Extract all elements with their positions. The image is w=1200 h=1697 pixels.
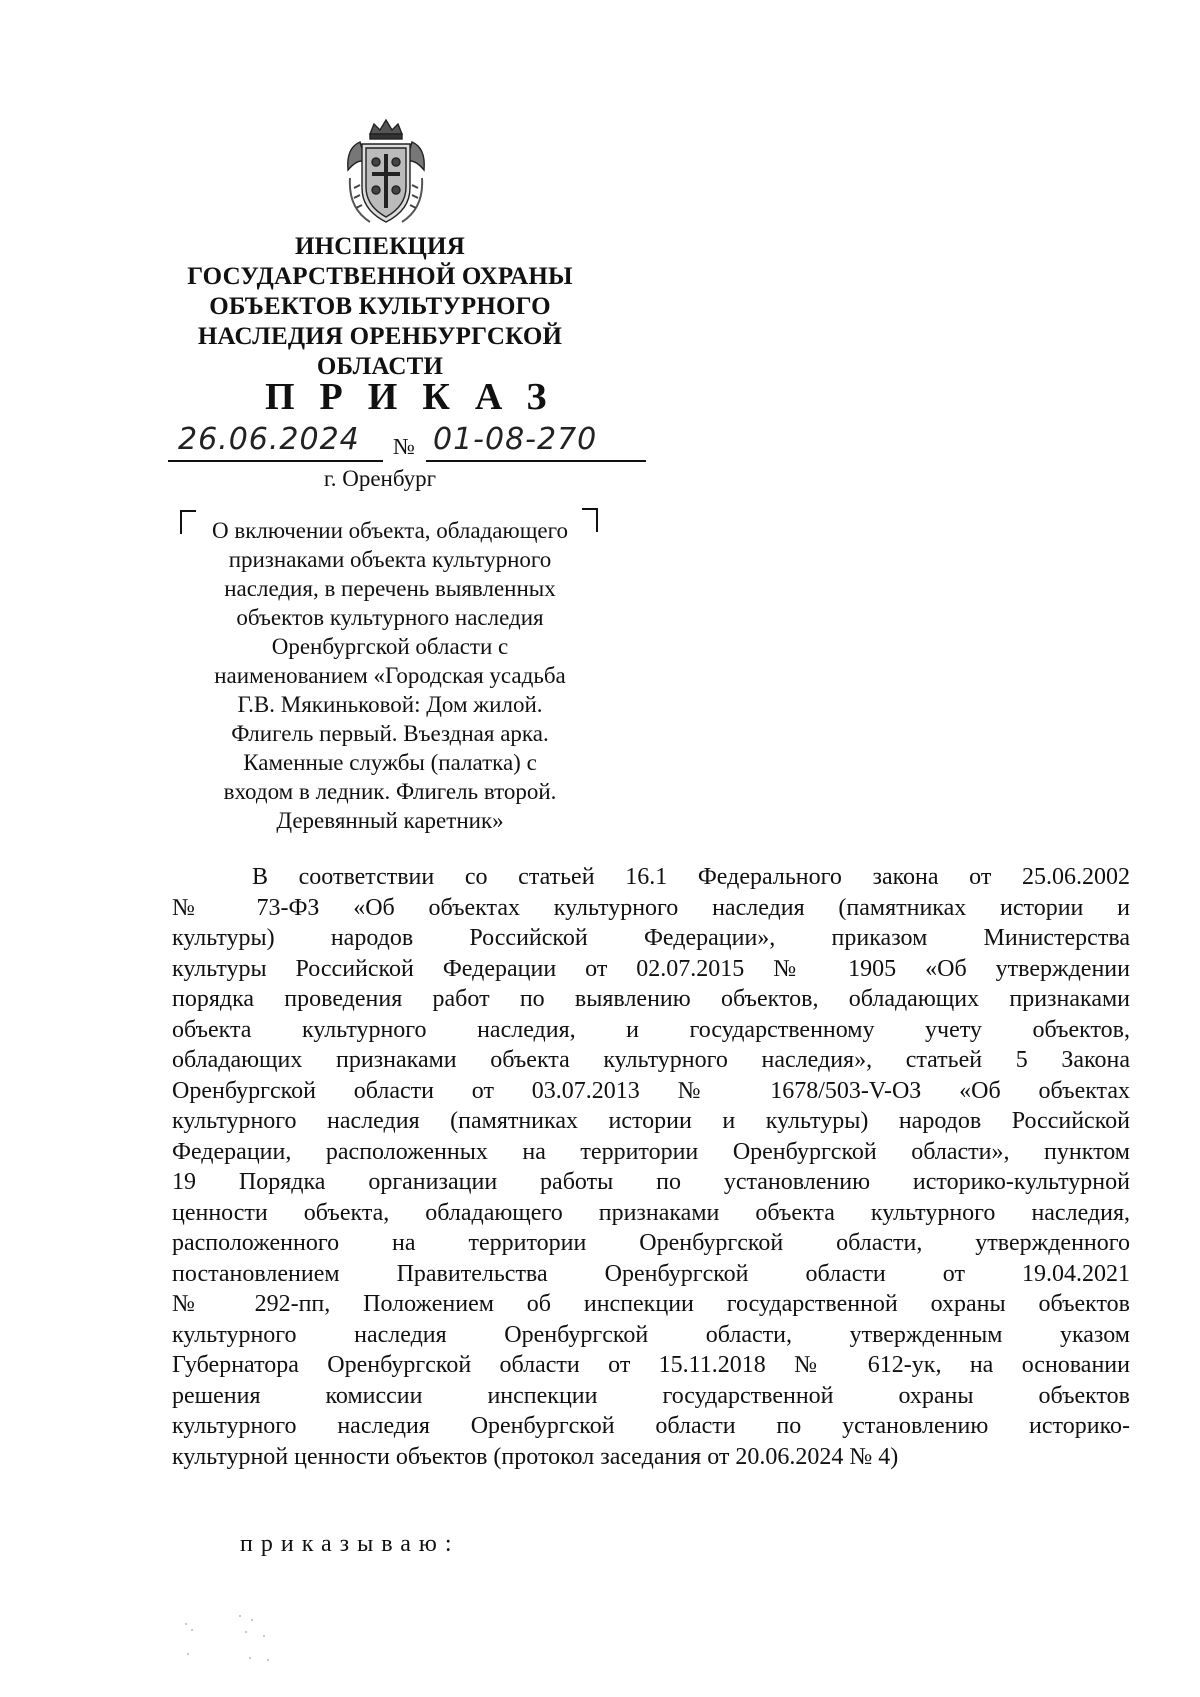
body-line: постановлением Правительства Оренбургской области от 19.04.2021 <box>172 1260 1130 1287</box>
title-line: наследия, в перечень выявленных <box>224 576 556 601</box>
body-line: культуры) народов Российской Федерации», приказом Министерства <box>172 925 1130 951</box>
body-paragraph <box>172 862 1130 1472</box>
order-word: приказываю: <box>240 1531 460 1557</box>
body-line: порядка проведения работ по выявлению объектов, обладающих признаками <box>172 986 1130 1012</box>
body-line: № 292-пп, Положением об инспекции государственной охраны объектов <box>172 1291 1130 1317</box>
body-line: Оренбургской области от 03.07.2013 № 1678/503-V-ОЗ «Об объектах <box>172 1077 1130 1104</box>
date-underline <box>168 460 383 462</box>
organization-name <box>160 232 600 382</box>
title-line: объектов культурного наследия <box>236 605 544 630</box>
organization-line: ОБЪЕКТОВ КУЛЬТУРНОГО <box>209 293 551 320</box>
title-line: Каменные службы (палатка) с <box>243 750 537 775</box>
body-line: ценности объекта, обладающего признаками объекта культурного наследия, <box>172 1199 1130 1226</box>
body-line: культурного наследия Оренбургской области по установлению историко- <box>172 1413 1130 1439</box>
body-line: Федерации, расположенных на территории Оренбургской области», пунктом <box>172 1138 1130 1165</box>
handwritten-number: 01-08-270 <box>433 422 598 457</box>
organization-line: ОБЛАСТИ <box>316 353 444 380</box>
body-line: культурного наследия (памятниках истории и культуры) народов Российской <box>172 1108 1130 1134</box>
body-line: культуры Российской Федерации от 02.07.2015 № 1905 «Об утверждении <box>172 955 1130 982</box>
number-sign: № <box>393 434 415 459</box>
number-underline <box>426 460 646 462</box>
title-line: Оренбургской области с <box>271 634 509 659</box>
title-line: наименованием «Городская усадьба <box>214 663 566 688</box>
document-title <box>190 516 590 835</box>
coat-of-arms-icon <box>340 118 432 230</box>
body-line: Губернатора Оренбургской области от 15.11.2018 № 612-ук, на основании <box>172 1352 1130 1378</box>
title-line: признаками объекта культурного <box>228 547 552 572</box>
organization-line: ИНСПЕКЦИЯ <box>295 233 465 260</box>
city-label: г. Оренбург <box>323 466 437 491</box>
body-line: расположенного на территории Оренбургской области, утвержденного <box>172 1230 1130 1256</box>
organization-line: ГОСУДАРСТВЕННОЙ ОХРАНЫ <box>187 263 573 290</box>
body-line: культурного наследия Оренбургской области, утвержденным указом <box>172 1321 1130 1348</box>
body-line: решения комиссии инспекции государственной охраны объектов <box>172 1382 1130 1409</box>
body-line: № 73-ФЗ «Об объектах культурного наследия (памятниках истории и <box>172 894 1130 921</box>
title-line: Флигель первый. Въездная арка. <box>231 721 549 746</box>
date-number-line <box>168 420 638 464</box>
document-type-heading: ПРИКАЗ <box>265 376 572 418</box>
title-line: О включении объекта, обладающего <box>212 518 568 543</box>
scan-specks <box>180 1610 300 1670</box>
body-line: 19 Порядка организации работы по установлению историко-культурной <box>172 1169 1130 1195</box>
title-line: входом в ледник. Флигель второй. <box>223 779 557 804</box>
title-line: Г.В. Мякиньковой: Дом жилой. <box>237 692 543 717</box>
title-line: Деревянный каретник» <box>276 808 504 833</box>
body-line: В соответствии со статьей 16.1 Федерального закона от 25.06.2002 <box>252 864 1130 890</box>
organization-line: НАСЛЕДИЯ ОРЕНБУРГСКОЙ <box>197 323 563 350</box>
handwritten-date: 26.06.2024 <box>178 422 360 457</box>
body-line: культурной ценности объектов (протокол заседания от 20.06.2024 № 4) <box>172 1443 899 1470</box>
body-line: обладающих признаками объекта культурного наследия», статьей 5 Закона <box>172 1047 1130 1073</box>
body-line: объекта культурного наследия, и государственному учету объектов, <box>172 1016 1130 1043</box>
